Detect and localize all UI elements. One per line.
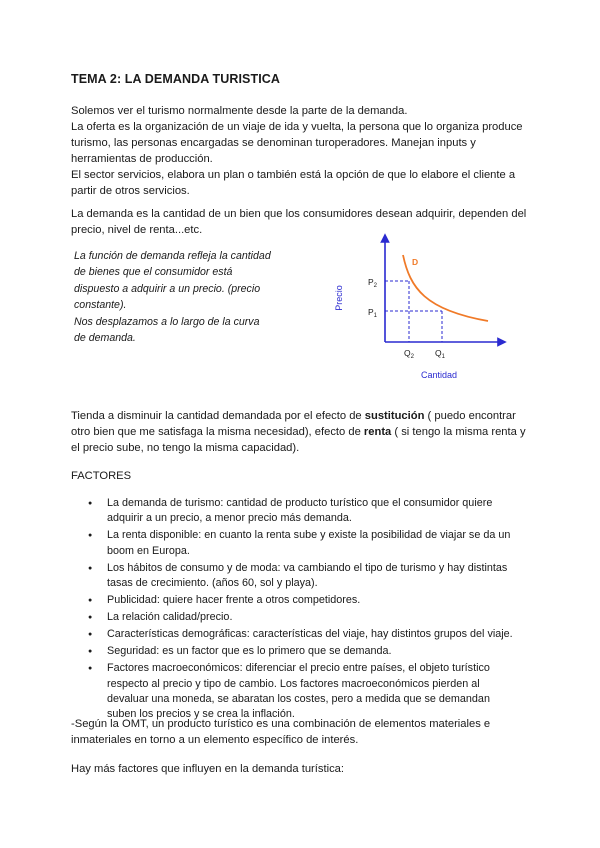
p1-label: $P_1$ xyxy=(368,307,378,319)
intro-paragraph xyxy=(71,103,531,199)
intro-line: partir de otros servicios. xyxy=(71,185,190,197)
income-term: renta xyxy=(363,426,392,438)
demand-line: precio, nivel de renta...etc. xyxy=(71,224,203,236)
function-line: dispuesto a adquirir a un precio. (precio xyxy=(74,282,261,295)
list-item: ● Los hábitos de consumo y de moda: va cambiando el tipo de turismo y hay distintas tasas de crecimiento. (años 60, sol y playa). xyxy=(88,561,528,592)
omt-line: inmateriales en torno a un elemento específico de interés. xyxy=(71,734,359,746)
function-line: La función de demanda refleja la cantidad xyxy=(74,250,271,262)
x-axis-label: Cantidad xyxy=(420,370,458,380)
list-item: ● Publicidad: quiere hacer frente a otros competidores. xyxy=(88,593,528,608)
list-item: ● La demanda de turismo: cantidad de producto turístico que el consumidor quiere adquirir a un precio, a menor precio más demanda. xyxy=(88,496,528,527)
omt-line: -Según la OMT, un producto turístico es una combinación de elementos materiales e xyxy=(71,718,491,730)
demand-line: La demanda es la cantidad de un bien que los consumidores desean adquirir, dependen del xyxy=(71,208,527,220)
demand-curve-chart xyxy=(320,230,510,385)
function-line: constante). xyxy=(74,299,127,312)
function-line: Nos desplazamos a lo largo de la curva xyxy=(74,315,260,328)
function-line: de demanda. xyxy=(74,332,136,345)
omt-paragraph xyxy=(71,716,531,748)
intro-line: Solemos ver el turismo normalmente desde la parte de la demanda. xyxy=(71,105,408,117)
substitution-term: sustitución xyxy=(364,410,425,422)
q1-label: $Q_1$ xyxy=(435,348,445,360)
curve-label: D xyxy=(412,257,419,267)
effects-line-3: el precio sube, no tengo la misma capacidad). xyxy=(71,442,300,454)
list-item: ● La relación calidad/precio. xyxy=(88,610,528,625)
effects-line-2: otro bien que me satisfaga la misma necesidad), efecto de renta ( si tengo la misma renta y xyxy=(71,426,526,438)
effects-line-1: Tienda a disminuir la cantidad demandada por el efecto de sustitución ( puedo encontrar xyxy=(71,410,516,422)
factors-heading: FACTORES xyxy=(71,470,132,482)
p2-label: $P_2$ xyxy=(368,277,378,289)
intro-line: turismo, las personas encargadas se denominan turoperadores. Manejan inputs y xyxy=(71,137,476,149)
function-line: de bienes que el consumidor está xyxy=(74,266,233,279)
list-item: ● La renta disponible: en cuanto la renta sube y existe la posibilidad de viajar se da un boom en Europa. xyxy=(88,528,528,559)
effects-paragraph xyxy=(71,408,531,456)
q2-label: $Q_2$ xyxy=(404,348,414,360)
intro-line: El sector servicios, elabora un plan o también está la opción de que lo elabore el cliente a xyxy=(71,169,516,181)
list-item: ● Características demográficas: características del viaje, hay distintos grupos del viaje. xyxy=(88,627,528,642)
list-item: ● Factores macroeconómicos: diferenciar el precio entre países, el objeto turístico respecto al precio y tipo de cambio. Los factores macroeconómicos pierden al devaluar una moneda, se abaratan los costes, pero a medida que se demandan suben los precios y se crea la inflación. xyxy=(88,661,528,723)
more-factors-line: Hay más factores que influyen en la demanda turística: xyxy=(71,763,344,775)
list-item: ● Seguridad: es un factor que es lo primero que se demanda. xyxy=(88,644,528,659)
page-title: TEMA 2: LA DEMANDA TURISTICA xyxy=(71,72,281,86)
y-axis-label: Precio xyxy=(334,285,344,311)
intro-line: La oferta es la organización de un viaje de ida y vuelta, la persona que lo organiza produce xyxy=(71,121,523,133)
factors-list xyxy=(88,496,528,724)
intro-line: herramientas de producción. xyxy=(71,153,213,165)
demand-function-note xyxy=(74,248,299,346)
